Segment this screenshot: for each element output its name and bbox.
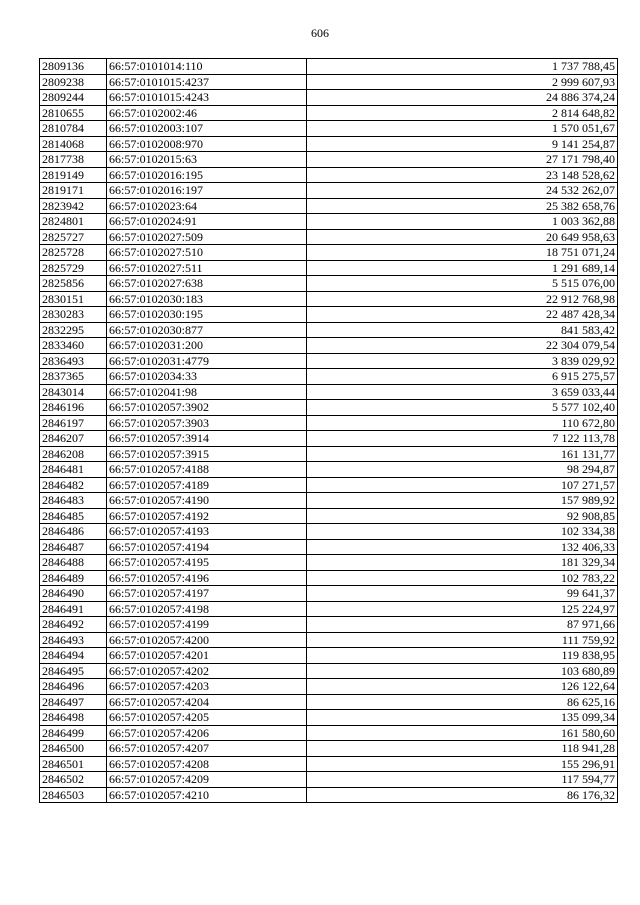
record-id-cell: 2846489	[40, 570, 107, 586]
cadastral-value-table	[39, 58, 618, 803]
record-id-cell: 2824801	[40, 214, 107, 230]
cadastral-value-cell: 86 176,32	[307, 787, 618, 803]
cadastral-value-cell: 126 122,64	[307, 679, 618, 695]
record-id-cell: 2846486	[40, 524, 107, 540]
cadastral-number-cell: 66:57:0102057:4198	[107, 601, 307, 617]
cadastral-value-cell: 3 839 029,92	[307, 353, 618, 369]
cadastral-value-cell: 1 570 051,67	[307, 121, 618, 137]
cadastral-number-cell: 66:57:0102030:195	[107, 307, 307, 323]
cadastral-value-cell: 98 294,87	[307, 462, 618, 478]
cadastral-number-cell: 66:57:0101015:4243	[107, 90, 307, 106]
table-row	[40, 105, 618, 121]
page-number: 606	[311, 26, 329, 40]
record-id-cell: 2846494	[40, 648, 107, 664]
cadastral-value-cell: 3 659 033,44	[307, 384, 618, 400]
table-row	[40, 555, 618, 571]
record-id-cell: 2837365	[40, 369, 107, 385]
cadastral-value-cell: 841 583,42	[307, 322, 618, 338]
table-row	[40, 462, 618, 478]
record-id-cell: 2823942	[40, 198, 107, 214]
cadastral-number-cell: 66:57:0102057:4210	[107, 787, 307, 803]
table-row	[40, 725, 618, 741]
cadastral-number-cell: 66:57:0102057:3914	[107, 431, 307, 447]
cadastral-value-cell: 102 334,38	[307, 524, 618, 540]
cadastral-value-cell: 1 291 689,14	[307, 260, 618, 276]
cadastral-number-cell: 66:57:0102027:511	[107, 260, 307, 276]
record-id-cell: 2846487	[40, 539, 107, 555]
cadastral-value-cell: 22 487 428,34	[307, 307, 618, 323]
cadastral-number-cell: 66:57:0102002:46	[107, 105, 307, 121]
table-row	[40, 353, 618, 369]
cadastral-value-cell: 1 737 788,45	[307, 59, 618, 75]
cadastral-value-cell: 181 329,34	[307, 555, 618, 571]
cadastral-number-cell: 66:57:0102057:4202	[107, 663, 307, 679]
record-id-cell: 2809244	[40, 90, 107, 106]
record-id-cell: 2846196	[40, 400, 107, 416]
cadastral-value-cell: 99 641,37	[307, 586, 618, 602]
cadastral-number-cell: 66:57:0102027:509	[107, 229, 307, 245]
cadastral-number-cell: 66:57:0102024:91	[107, 214, 307, 230]
cadastral-value-cell: 135 099,34	[307, 710, 618, 726]
cadastral-number-cell: 66:57:0102057:4208	[107, 756, 307, 772]
cadastral-number-cell: 66:57:0102027:510	[107, 245, 307, 261]
table-row	[40, 772, 618, 788]
table-row	[40, 183, 618, 199]
table-row	[40, 59, 618, 75]
record-id-cell: 2846197	[40, 415, 107, 431]
table-row	[40, 741, 618, 757]
table-row	[40, 446, 618, 462]
table-row	[40, 756, 618, 772]
cadastral-number-cell: 66:57:0102057:4201	[107, 648, 307, 664]
cadastral-number-cell: 66:57:0102057:4195	[107, 555, 307, 571]
record-id-cell: 2825729	[40, 260, 107, 276]
cadastral-number-cell: 66:57:0102057:4196	[107, 570, 307, 586]
cadastral-value-cell: 27 171 798,40	[307, 152, 618, 168]
record-id-cell: 2846500	[40, 741, 107, 757]
record-id-cell: 2846491	[40, 601, 107, 617]
record-id-cell: 2846485	[40, 508, 107, 524]
cadastral-number-cell: 66:57:0102057:3902	[107, 400, 307, 416]
cadastral-number-cell: 66:57:0102057:4205	[107, 710, 307, 726]
cadastral-value-cell: 86 625,16	[307, 694, 618, 710]
record-id-cell: 2819171	[40, 183, 107, 199]
record-id-cell: 2825728	[40, 245, 107, 261]
record-id-cell: 2817738	[40, 152, 107, 168]
record-id-cell: 2846207	[40, 431, 107, 447]
record-id-cell: 2846490	[40, 586, 107, 602]
cadastral-number-cell: 66:57:0102030:877	[107, 322, 307, 338]
table-row	[40, 260, 618, 276]
table-row	[40, 400, 618, 416]
cadastral-number-cell: 66:57:0102057:3903	[107, 415, 307, 431]
cadastral-number-cell: 66:57:0102057:4192	[107, 508, 307, 524]
cadastral-number-cell: 66:57:0102057:4204	[107, 694, 307, 710]
table-row	[40, 570, 618, 586]
record-id-cell: 2830283	[40, 307, 107, 323]
table-row	[40, 663, 618, 679]
record-id-cell: 2846495	[40, 663, 107, 679]
cadastral-value-cell: 24 532 262,07	[307, 183, 618, 199]
record-id-cell: 2846502	[40, 772, 107, 788]
table-row	[40, 415, 618, 431]
record-id-cell: 2836493	[40, 353, 107, 369]
cadastral-number-cell: 66:57:0102057:4193	[107, 524, 307, 540]
record-id-cell: 2846501	[40, 756, 107, 772]
table-row	[40, 679, 618, 695]
cadastral-number-cell: 66:57:0102030:183	[107, 291, 307, 307]
cadastral-value-cell: 22 912 768,98	[307, 291, 618, 307]
cadastral-number-cell: 66:57:0102057:4188	[107, 462, 307, 478]
cadastral-number-cell: 66:57:0102057:4190	[107, 493, 307, 509]
table-row	[40, 539, 618, 555]
record-id-cell: 2810655	[40, 105, 107, 121]
cadastral-value-cell: 125 224,97	[307, 601, 618, 617]
table-row	[40, 586, 618, 602]
record-id-cell: 2846503	[40, 787, 107, 803]
cadastral-number-cell: 66:57:0102008:970	[107, 136, 307, 152]
table-row	[40, 276, 618, 292]
cadastral-number-cell: 66:57:0102031:200	[107, 338, 307, 354]
table-row	[40, 632, 618, 648]
record-id-cell: 2814068	[40, 136, 107, 152]
record-id-cell: 2846492	[40, 617, 107, 633]
cadastral-value-cell: 25 382 658,76	[307, 198, 618, 214]
table-row	[40, 369, 618, 385]
cadastral-value-cell: 157 989,92	[307, 493, 618, 509]
table-row	[40, 90, 618, 106]
cadastral-value-cell: 24 886 374,24	[307, 90, 618, 106]
cadastral-number-cell: 66:57:0102023:64	[107, 198, 307, 214]
table-row	[40, 338, 618, 354]
cadastral-value-cell: 119 838,95	[307, 648, 618, 664]
record-id-cell: 2825727	[40, 229, 107, 245]
table-row	[40, 74, 618, 90]
cadastral-number-cell: 66:57:0101015:4237	[107, 74, 307, 90]
record-id-cell: 2846481	[40, 462, 107, 478]
table-row	[40, 710, 618, 726]
table-row	[40, 787, 618, 803]
table-row	[40, 136, 618, 152]
cadastral-number-cell: 66:57:0101014:110	[107, 59, 307, 75]
cadastral-number-cell: 66:57:0102057:4209	[107, 772, 307, 788]
cadastral-value-cell: 161 131,77	[307, 446, 618, 462]
record-id-cell: 2846497	[40, 694, 107, 710]
cadastral-value-cell: 18 751 071,24	[307, 245, 618, 261]
cadastral-value-cell: 107 271,57	[307, 477, 618, 493]
table-row	[40, 214, 618, 230]
table-row	[40, 245, 618, 261]
cadastral-value-cell: 6 915 275,57	[307, 369, 618, 385]
cadastral-value-cell: 20 649 958,63	[307, 229, 618, 245]
table-row	[40, 152, 618, 168]
cadastral-number-cell: 66:57:0102003:107	[107, 121, 307, 137]
cadastral-value-cell: 2 814 648,82	[307, 105, 618, 121]
cadastral-value-cell: 117 594,77	[307, 772, 618, 788]
cadastral-number-cell: 66:57:0102057:4207	[107, 741, 307, 757]
cadastral-number-cell: 66:57:0102041:98	[107, 384, 307, 400]
cadastral-number-cell: 66:57:0102057:3915	[107, 446, 307, 462]
record-id-cell: 2830151	[40, 291, 107, 307]
table-row	[40, 229, 618, 245]
cadastral-number-cell: 66:57:0102057:4200	[107, 632, 307, 648]
table-row	[40, 477, 618, 493]
record-id-cell: 2825856	[40, 276, 107, 292]
record-id-cell: 2809136	[40, 59, 107, 75]
cadastral-value-cell: 2 999 607,93	[307, 74, 618, 90]
record-id-cell: 2819149	[40, 167, 107, 183]
table-row	[40, 322, 618, 338]
cadastral-number-cell: 66:57:0102016:197	[107, 183, 307, 199]
cadastral-value-cell: 161 580,60	[307, 725, 618, 741]
table-row	[40, 384, 618, 400]
record-id-cell: 2810784	[40, 121, 107, 137]
cadastral-value-cell: 5 577 102,40	[307, 400, 618, 416]
table-row	[40, 167, 618, 183]
cadastral-number-cell: 66:57:0102057:4203	[107, 679, 307, 695]
table-row	[40, 694, 618, 710]
record-id-cell: 2846493	[40, 632, 107, 648]
table-row	[40, 648, 618, 664]
record-id-cell: 2832295	[40, 322, 107, 338]
table-row	[40, 198, 618, 214]
cadastral-value-cell: 103 680,89	[307, 663, 618, 679]
table-row	[40, 601, 618, 617]
record-id-cell: 2843014	[40, 384, 107, 400]
record-id-cell: 2846208	[40, 446, 107, 462]
cadastral-value-cell: 92 908,85	[307, 508, 618, 524]
record-id-cell: 2846498	[40, 710, 107, 726]
table-row	[40, 617, 618, 633]
cadastral-value-cell: 22 304 079,54	[307, 338, 618, 354]
cadastral-number-cell: 66:57:0102057:4189	[107, 477, 307, 493]
record-id-cell: 2846482	[40, 477, 107, 493]
cadastral-number-cell: 66:57:0102027:638	[107, 276, 307, 292]
cadastral-number-cell: 66:57:0102015:63	[107, 152, 307, 168]
record-id-cell: 2846488	[40, 555, 107, 571]
cadastral-value-cell: 118 941,28	[307, 741, 618, 757]
cadastral-number-cell: 66:57:0102057:4194	[107, 539, 307, 555]
table-row	[40, 121, 618, 137]
cadastral-number-cell: 66:57:0102057:4206	[107, 725, 307, 741]
record-id-cell: 2846483	[40, 493, 107, 509]
table-row	[40, 431, 618, 447]
table-row	[40, 508, 618, 524]
cadastral-number-cell: 66:57:0102034:33	[107, 369, 307, 385]
table-row	[40, 307, 618, 323]
table-row	[40, 524, 618, 540]
table-row	[40, 493, 618, 509]
cadastral-number-cell: 66:57:0102057:4199	[107, 617, 307, 633]
cadastral-value-cell: 9 141 254,87	[307, 136, 618, 152]
cadastral-value-cell: 132 406,33	[307, 539, 618, 555]
cadastral-value-cell: 5 515 076,00	[307, 276, 618, 292]
cadastral-value-cell: 110 672,80	[307, 415, 618, 431]
cadastral-value-cell: 102 783,22	[307, 570, 618, 586]
cadastral-value-cell: 23 148 528,62	[307, 167, 618, 183]
cadastral-number-cell: 66:57:0102016:195	[107, 167, 307, 183]
record-id-cell: 2809238	[40, 74, 107, 90]
record-id-cell: 2846496	[40, 679, 107, 695]
cadastral-value-cell: 155 296,91	[307, 756, 618, 772]
cadastral-value-cell: 1 003 362,88	[307, 214, 618, 230]
cadastral-number-cell: 66:57:0102057:4197	[107, 586, 307, 602]
cadastral-value-cell: 7 122 113,78	[307, 431, 618, 447]
cadastral-value-cell: 87 971,66	[307, 617, 618, 633]
record-id-cell: 2846499	[40, 725, 107, 741]
record-id-cell: 2833460	[40, 338, 107, 354]
table-row	[40, 291, 618, 307]
cadastral-number-cell: 66:57:0102031:4779	[107, 353, 307, 369]
table-body	[40, 59, 618, 803]
cadastral-value-cell: 111 759,92	[307, 632, 618, 648]
